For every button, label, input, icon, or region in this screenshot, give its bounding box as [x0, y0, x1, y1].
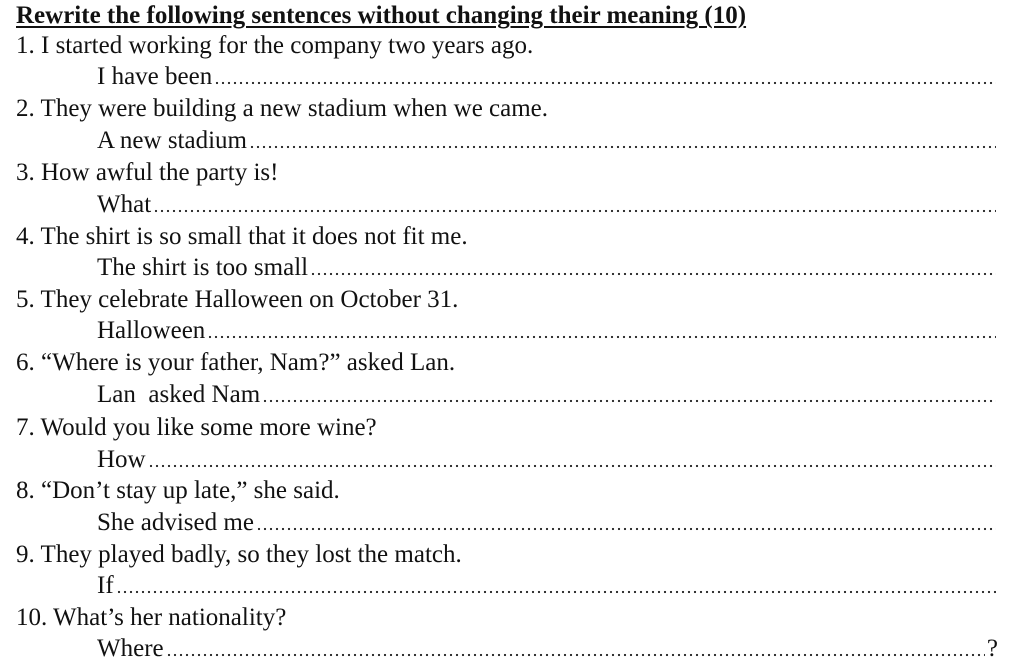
- question-10-answer-start: Where: [97, 635, 164, 662]
- question-2-prompt: 2. They were building a new stadium when we came.: [16, 95, 549, 122]
- question-1-prompt: 1. I started working for the company two years ago.: [16, 32, 534, 59]
- question-1-blank[interactable]: [214, 81, 996, 85]
- question-5-prompt: 5. They celebrate Halloween on October 31.: [16, 286, 459, 313]
- question-2-answer-line[interactable]: [97, 126, 998, 156]
- question-1-answer-line[interactable]: [97, 62, 998, 92]
- question-8-prompt: 8. “Don’t stay up late,” she said.: [16, 477, 340, 504]
- question-2-answer-start: A new stadium: [97, 127, 247, 154]
- question-7-answer-start: How: [97, 446, 146, 473]
- question-8-answer-line[interactable]: [97, 508, 998, 538]
- worksheet-title: Rewrite the following sentences without changing their meaning (10): [16, 2, 747, 29]
- question-10-answer-line[interactable]: [97, 634, 998, 664]
- question-9-prompt: 9. They played badly, so they lost the match.: [16, 541, 462, 568]
- question-5-answer-start: Halloween: [97, 317, 206, 344]
- question-4-answer-line[interactable]: [97, 253, 998, 283]
- question-3-blank[interactable]: [153, 209, 996, 213]
- question-7-blank[interactable]: [148, 464, 996, 468]
- question-3-prompt: 3. How awful the party is!: [16, 159, 279, 186]
- question-6-prompt: 6. “Where is your father, Nam?” asked Lan.: [16, 349, 456, 376]
- question-6-answer-line[interactable]: [97, 380, 998, 410]
- question-4-blank[interactable]: [310, 272, 996, 276]
- question-9-answer-line[interactable]: [97, 571, 998, 601]
- question-9-blank[interactable]: [116, 590, 996, 594]
- question-4-answer-start: The shirt is too small: [97, 254, 309, 281]
- question-1-answer-start: I have been: [97, 63, 213, 90]
- question-4-prompt: 4. The shirt is so small that it does not fit me.: [16, 223, 468, 250]
- question-9-answer-start: If: [97, 572, 114, 599]
- question-5-blank[interactable]: [207, 335, 996, 339]
- question-7-answer-line[interactable]: [97, 445, 998, 475]
- question-10-answer-end: ?: [986, 635, 998, 662]
- question-7-prompt: 7. Would you like some more wine?: [16, 414, 377, 441]
- question-6-answer-start: Lan asked Nam: [97, 381, 261, 408]
- question-10-blank[interactable]: [166, 653, 985, 657]
- question-6-blank[interactable]: [262, 399, 996, 403]
- question-3-answer-line[interactable]: [97, 190, 998, 220]
- question-8-answer-start: She advised me: [97, 509, 254, 536]
- question-5-answer-line[interactable]: [97, 316, 998, 346]
- question-2-blank[interactable]: [249, 145, 996, 149]
- question-10-prompt: 10. What’s her nationality?: [16, 604, 287, 631]
- question-8-blank[interactable]: [256, 527, 996, 531]
- question-3-answer-start: What: [97, 191, 152, 218]
